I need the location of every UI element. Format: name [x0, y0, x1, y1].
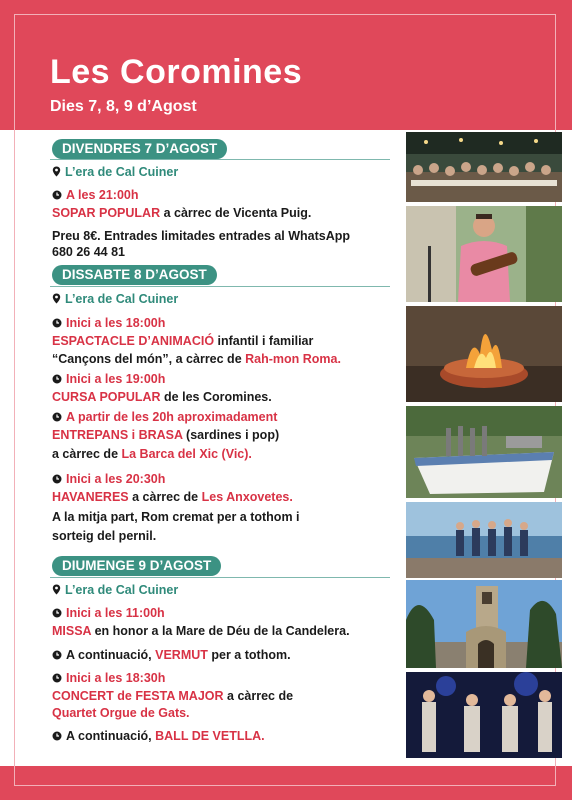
event-title: HAVANERES — [52, 490, 129, 504]
event-title: VERMUT — [155, 648, 208, 662]
page-subtitle: Dies 7, 8, 9 d’Agost — [50, 98, 197, 115]
event-line — [52, 623, 350, 639]
event-performer: Vicenta Puig. — [233, 206, 312, 220]
event-performer: Les Anxovetes. — [201, 490, 293, 504]
divider — [50, 286, 390, 287]
location-line — [52, 582, 178, 599]
time-label: Inici a les 18:00h — [66, 316, 166, 330]
event-text: infantil i familiar — [214, 334, 314, 348]
event-line — [52, 705, 190, 721]
time-label: Inici a les 19:00h — [66, 372, 166, 386]
clock-icon — [52, 648, 62, 664]
map-pin-icon — [52, 165, 61, 181]
clock-icon — [52, 316, 62, 332]
event-performer: Rah-mon Roma. — [245, 352, 341, 366]
event-time — [52, 371, 165, 388]
divider — [50, 577, 390, 578]
photo-havaneres-singers — [406, 502, 562, 578]
event-line — [52, 446, 252, 462]
event-text: en honor a la Mare de Déu de la Candelera. — [91, 624, 350, 638]
event-title: CONCERT de FESTA MAJOR — [52, 689, 224, 703]
photo-church — [406, 580, 562, 668]
event-line — [52, 647, 291, 664]
clock-icon — [52, 472, 62, 488]
event-time — [52, 187, 139, 204]
time-label: Inici a les 18:30h — [66, 671, 166, 685]
event-line — [52, 688, 293, 704]
event-title: MISSA — [52, 624, 92, 638]
location-label: L’era de Cal Cuiner — [65, 583, 179, 597]
event-line — [52, 333, 313, 349]
map-pin-icon — [52, 292, 61, 308]
clock-icon — [52, 606, 62, 622]
event-title: BALL DE VETLLA. — [155, 729, 265, 743]
event-note: 680 26 44 81 — [52, 245, 125, 259]
event-text: per a tothom. — [207, 648, 291, 662]
page-title: Les Coromines — [50, 53, 303, 91]
day-badge-saturday: DISSABTE 8 D’AGOST — [52, 265, 217, 285]
event-line — [52, 205, 311, 221]
time-label: Inici a les 20:30h — [66, 472, 166, 486]
clock-icon — [52, 372, 62, 388]
event-title: CURSA POPULAR — [52, 390, 161, 404]
event-text: a càrrec de — [160, 206, 234, 220]
event-line — [52, 489, 293, 505]
location-label: L’era de Cal Cuiner — [65, 165, 179, 179]
day-badge-friday: DIVENDRES 7 D’AGOST — [52, 139, 227, 159]
event-text: A continuació, — [66, 729, 156, 743]
event-time — [52, 409, 277, 426]
event-time — [52, 605, 165, 622]
location-label: L’era de Cal Cuiner — [65, 292, 179, 306]
clock-icon — [52, 188, 62, 204]
event-performer: Quartet Orgue de Gats. — [52, 706, 190, 720]
event-performer: La Barca del Xic (Vic). — [121, 447, 252, 461]
event-time — [52, 471, 165, 488]
event-note: Preu 8€. Entrades limitades entrades al WhatsApp — [52, 229, 351, 243]
event-text: a càrrec de — [223, 689, 294, 703]
location-line — [52, 291, 178, 308]
location-line — [52, 164, 178, 181]
event-title: SOPAR POPULAR — [52, 206, 161, 220]
footer-band — [0, 766, 572, 800]
event-text: a càrrec de — [52, 447, 122, 461]
event-text: de les Coromines. — [160, 390, 272, 404]
clock-icon — [52, 729, 62, 745]
time-label: Inici a les 11:00h — [66, 606, 165, 620]
day-badge-sunday: DIUMENGE 9 D’AGOST — [52, 556, 221, 576]
time-label: A les 21:00h — [66, 188, 139, 202]
photo-boat-grill — [406, 406, 562, 498]
event-text: a càrrec de — [128, 490, 202, 504]
map-pin-icon — [52, 583, 61, 599]
photo-concert-band — [406, 672, 562, 758]
event-title: ENTREPANS i BRASA — [52, 428, 183, 442]
clock-icon — [52, 671, 62, 687]
event-note: A la mitja part, Rom cremat per a tothom i — [52, 510, 300, 524]
event-time — [52, 315, 165, 332]
photo-dinner-crowd — [406, 132, 562, 202]
event-line — [52, 728, 265, 745]
event-line — [52, 389, 272, 405]
photo-guitar-singer — [406, 206, 562, 302]
divider — [50, 159, 390, 160]
event-text: (sardines i pop) — [182, 428, 280, 442]
clock-icon — [52, 410, 62, 426]
time-label: A partir de les 20h aproximadament — [66, 410, 278, 424]
event-text: “Cançons del món”, a càrrec de — [52, 352, 246, 366]
event-note: sorteig del pernil. — [52, 529, 157, 543]
event-line — [52, 427, 279, 443]
photo-rom-cremat — [406, 306, 562, 402]
event-title: ESPACTACLE D’ANIMACIÓ — [52, 334, 215, 348]
event-line — [52, 351, 341, 367]
event-text: A continuació, — [66, 648, 156, 662]
event-time — [52, 670, 165, 687]
